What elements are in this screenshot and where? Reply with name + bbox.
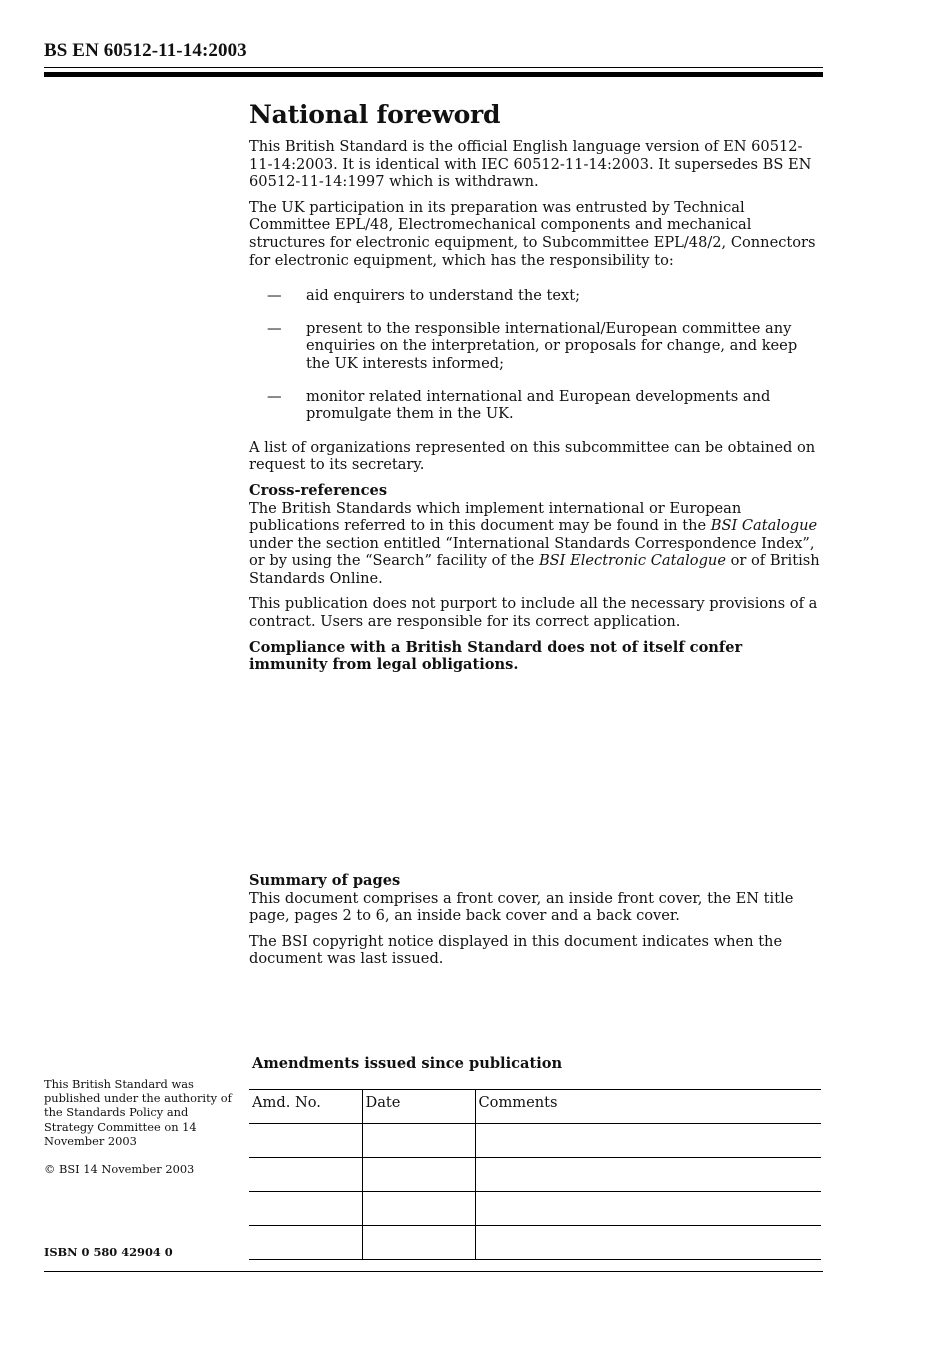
table-row — [249, 1124, 821, 1158]
crossref-text-2: under the section entitled “International Standards Correspondence Index”, or by using the “Search” facility of the — [249, 534, 815, 570]
compliance-notice: Compliance with a British Standard does not of itself confer immunity from legal obligations. — [249, 638, 743, 674]
amendments-title: Amendments issued since publication — [252, 1055, 563, 1072]
table-row — [249, 1158, 821, 1192]
table-cell — [475, 1226, 821, 1260]
column-header-comments: Comments — [475, 1090, 821, 1124]
document-id: BS EN 60512-11-14:2003 — [44, 40, 247, 61]
table-cell — [362, 1124, 475, 1158]
national-foreword — [249, 100, 824, 682]
crossref-text-3: or of British Standards Online. — [249, 552, 820, 587]
foreword-paragraph-2: The UK participation in its preparation was entrusted by Technical Committee EPL/48, Electromechanical components and mechanical structures for electronic equipment, to Subcommittee EPL/48/2, Connectors for electronic equipment, which has the responsibility to: — [249, 198, 816, 269]
table-row — [249, 1226, 821, 1260]
list-item — [249, 287, 824, 305]
cross-references-paragraph — [249, 500, 824, 588]
table-cell — [475, 1158, 821, 1192]
page-title: National foreword — [249, 100, 501, 129]
foreword-paragraph-3: A list of organizations represented on this subcommittee can be obtained on request to its secretary. — [249, 438, 816, 474]
dash-bullet: — — [267, 387, 282, 405]
table-cell — [362, 1226, 475, 1260]
table-cell — [249, 1192, 362, 1226]
crossref-text-1: The British Standards which implement international or European publications referred to in this document may be found in the — [249, 499, 742, 535]
table-cell — [362, 1192, 475, 1226]
copyright-notice: © BSI 14 November 2003 — [44, 1162, 195, 1177]
responsibility-list — [249, 287, 824, 423]
table-cell — [475, 1192, 821, 1226]
authority-statement: This British Standard was published under the authority of the Standards Policy and Strategy Committee on 14 November 2003 — [44, 1077, 232, 1148]
cross-references-heading: Cross-references — [249, 481, 388, 499]
list-item-text: aid enquirers to understand the text; — [306, 287, 581, 305]
list-item-text: monitor related international and European developments and promulgate them in the UK. — [306, 387, 771, 423]
table-cell — [475, 1124, 821, 1158]
list-item-text: present to the responsible international/European committee any enquiries on the interpretation, or proposals for change, and keep the UK interests informed; — [306, 319, 798, 372]
summary-of-pages — [249, 872, 824, 976]
amendments-table — [249, 1089, 821, 1260]
list-item — [249, 320, 824, 373]
table-row — [249, 1192, 821, 1226]
publication-sidebar — [44, 1077, 234, 1190]
dash-bullet: — — [267, 319, 282, 337]
foreword-paragraph-1: This British Standard is the official English language version of EN 60512-11-14:2003. It is identical with IEC 60512-11-14:2003. It supersedes BS EN 60512-11-14:1997 which is withdrawn. — [249, 138, 812, 191]
table-cell — [249, 1226, 362, 1260]
summary-heading: Summary of pages — [249, 872, 401, 889]
dash-bullet: — — [267, 287, 282, 305]
table-cell — [362, 1158, 475, 1192]
bsi-catalogue-title: BSI Catalogue — [710, 517, 818, 535]
isbn: ISBN 0 580 42904 0 — [44, 1245, 173, 1259]
bsi-electronic-catalogue-title: BSI Electronic Catalogue — [538, 552, 726, 570]
table-cell — [249, 1158, 362, 1192]
header-rule-thick — [44, 72, 823, 77]
column-header-date: Date — [362, 1090, 475, 1124]
table-header-row — [249, 1090, 821, 1124]
summary-paragraph-1: This document comprises a front cover, an inside front cover, the EN title page, pages 2 to 6, an inside back cover and a back cover. — [249, 889, 794, 925]
table-cell — [249, 1124, 362, 1158]
foreword-paragraph-4: This publication does not purport to include all the necessary provisions of a contract. Users are responsible for its correct application. — [249, 595, 818, 631]
column-header-amd-no: Amd. No. — [249, 1090, 362, 1124]
footer-rule — [44, 1271, 823, 1272]
header-rule-thin — [44, 67, 823, 68]
summary-paragraph-2: The BSI copyright notice displayed in this document indicates when the document was last issued. — [249, 932, 783, 968]
list-item — [249, 388, 824, 423]
